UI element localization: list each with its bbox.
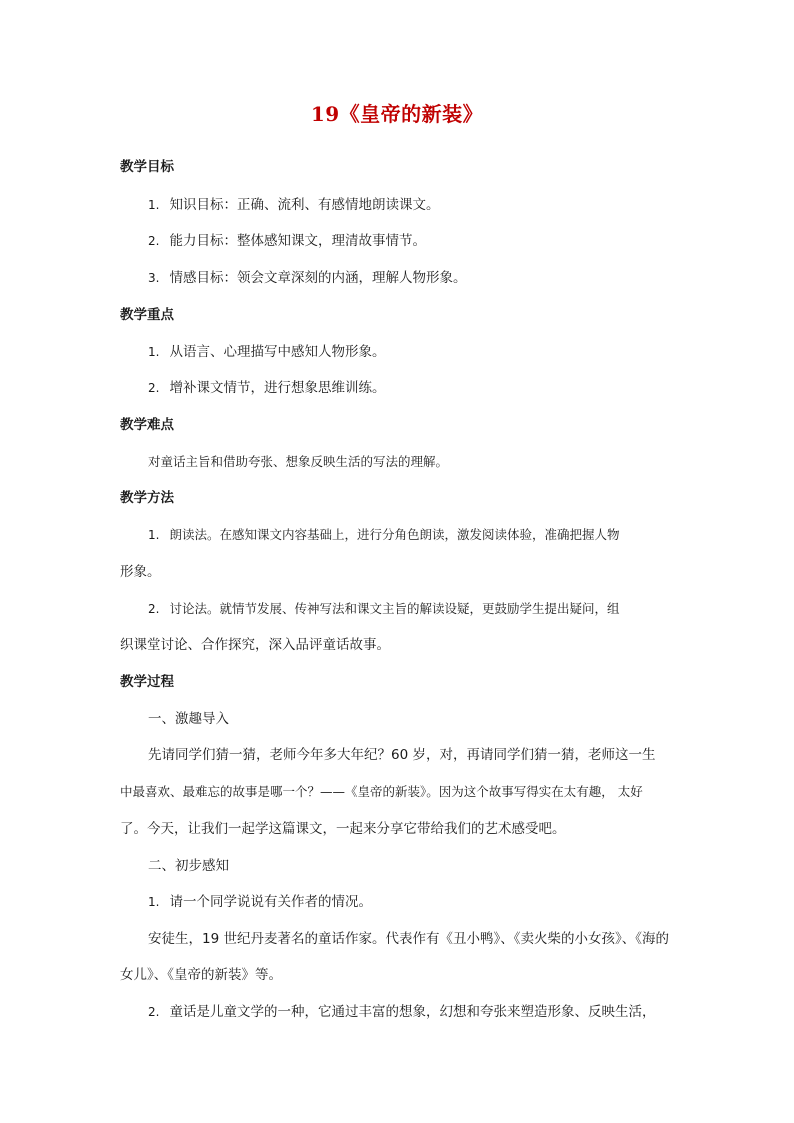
- goal-item-1-text: 知识目标：正确、流利、有感情地朗读课文。: [169, 197, 440, 213]
- key-point-item-1-text: 从语言、心理描写中感知人物形象。: [169, 344, 386, 360]
- method-item-1-line-1: [148, 526, 619, 544]
- key-point-item-2-num: 2.: [148, 381, 160, 395]
- method-item-1-num: 1.: [148, 528, 160, 542]
- method-item-1-line-2: 形象。: [120, 564, 161, 580]
- key-point-item-1: [148, 343, 385, 361]
- document-title: 19《皇帝的新装》: [310, 102, 484, 126]
- heading-methods: 教学方法: [120, 490, 174, 506]
- process-part-2-item-2-num: 2.: [148, 1005, 160, 1019]
- author-line-1: 安徒生，19 世纪丹麦著名的童话作家。代表作有《丑小鸭》、《卖火柴的小女孩》、《海的: [148, 931, 669, 947]
- author-line-2: 女儿》、《皇帝的新装》等。: [120, 967, 282, 983]
- process-part-2-item-2: [148, 1003, 655, 1021]
- process-part-2-item-2-text: 童话是儿童文学的一种，它通过丰富的想象，幻想和夸张来塑造形象、反映生活，: [169, 1004, 656, 1020]
- method-item-2-num: 2.: [148, 602, 160, 616]
- process-part-1-line-3: 了。今天，让我们一起学这篇课文，一起来分享它带给我们的艺术感受吧。: [120, 821, 566, 837]
- key-point-item-2-text: 增补课文情节，进行想象思维训练。: [169, 380, 386, 396]
- heading-key-points: 教学重点: [120, 307, 174, 323]
- goal-item-2: [148, 232, 426, 250]
- goal-item-2-num: 2.: [148, 234, 160, 248]
- method-item-1-text: 朗读法。在感知课文内容基础上，进行分角色朗读，激发阅读体验，准确把握人物: [169, 527, 620, 542]
- process-part-2-item-1-text: 请一个同学说说有关作者的情况。: [169, 894, 372, 910]
- process-part-2-title: 二、初步感知: [148, 858, 229, 874]
- key-point-item-1-num: 1.: [148, 345, 160, 359]
- heading-teaching-goals: 教学目标: [120, 159, 174, 175]
- method-item-2-text: 讨论法。就情节发展、传神写法和课文主旨的解读设疑，更鼓励学生提出疑问，组: [169, 601, 620, 616]
- goal-item-3-num: 3.: [148, 271, 160, 285]
- goal-item-3: [148, 269, 466, 287]
- method-item-2-line-1: [148, 600, 619, 618]
- process-part-1-line-2: 中最喜欢、最难忘的故事是哪一个？——《皇帝的新装》。因为这个故事写得实在太有趣， 太好: [120, 784, 643, 799]
- goal-item-2-text: 能力目标：整体感知课文，理清故事情节。: [169, 233, 426, 249]
- goal-item-3-text: 情感目标：领会文章深刻的内涵，理解人物形象。: [169, 270, 467, 286]
- heading-difficulties: 教学难点: [120, 417, 174, 433]
- process-part-1-title: 一、激趣导入: [148, 711, 229, 727]
- difficulty-text: 对童话主旨和借助夸张、想象反映生活的写法的理解。: [148, 454, 449, 469]
- process-part-1-line-1: 先请同学们猜一猜，老师今年多大年纪？60 岁，对，再请同学们猜一猜，老师这一生: [148, 747, 656, 763]
- key-point-item-2: [148, 379, 385, 397]
- goal-item-1-num: 1.: [148, 198, 160, 212]
- heading-process: 教学过程: [120, 674, 174, 690]
- process-part-2-item-1: [148, 893, 372, 911]
- process-part-2-item-1-num: 1.: [148, 895, 160, 909]
- method-item-2-line-2: 织课堂讨论、合作探究，深入品评童话故事。: [120, 637, 390, 653]
- goal-item-1: [148, 196, 439, 214]
